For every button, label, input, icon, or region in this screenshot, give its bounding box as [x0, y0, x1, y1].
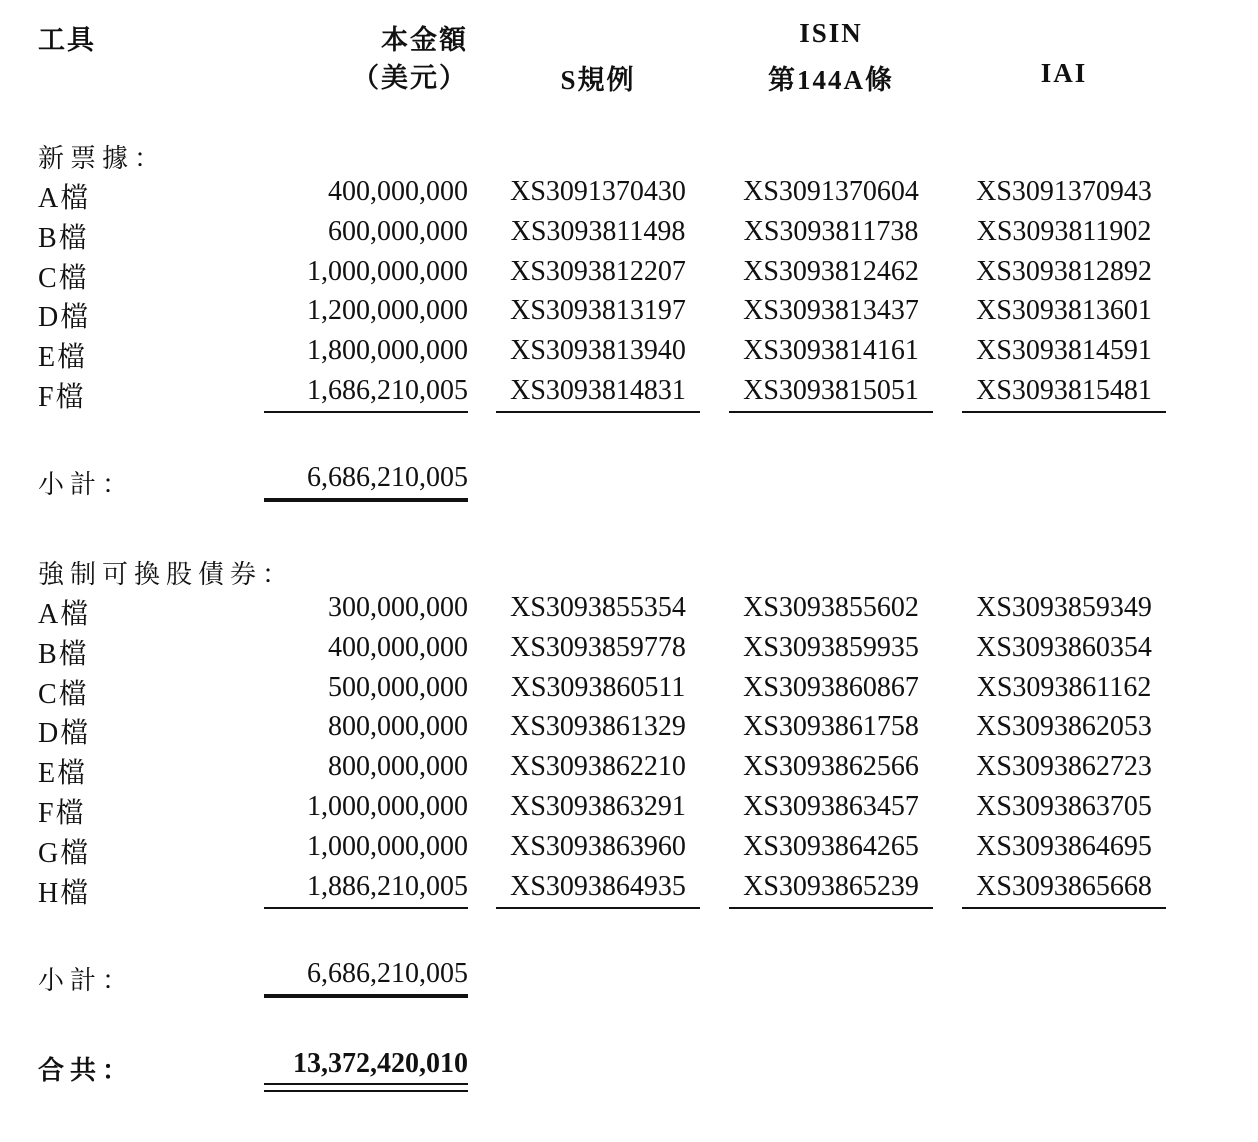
section2-amount-underline: [264, 907, 468, 909]
isin-iai: XS3093861162: [976, 672, 1152, 703]
section2-regs-underline: [496, 907, 700, 909]
section-title-new-notes: 新票據：: [38, 144, 167, 174]
isin-rule-144a: XS3093855602: [743, 592, 919, 623]
grand-total-label: 合共：: [38, 1056, 135, 1086]
isin-reg-s: XS3093863960: [510, 831, 686, 862]
principal-amount: 400,000,000: [328, 632, 468, 663]
section1-iai-underline: [962, 411, 1166, 413]
grand-total-underline-1: [264, 1083, 468, 1085]
principal-amount: 600,000,000: [328, 216, 468, 247]
header-principal-line1: 本金額: [381, 25, 468, 55]
isin-rule-144a: XS3093811738: [743, 216, 919, 247]
isin-reg-s: XS3093814831: [510, 375, 686, 406]
class-label: D檔: [38, 718, 91, 749]
isin-reg-s: XS3091370430: [510, 176, 686, 207]
principal-amount: 500,000,000: [328, 672, 468, 703]
isin-iai: XS3093865668: [976, 871, 1152, 902]
section1-regs-underline: [496, 411, 700, 413]
section1-144a-underline: [729, 411, 933, 413]
isin-rule-144a: XS3093814161: [743, 335, 919, 366]
isin-iai: XS3093864695: [976, 831, 1152, 862]
class-label: A檔: [38, 599, 91, 630]
isin-reg-s: XS3093864935: [510, 871, 686, 902]
class-label: H檔: [38, 878, 91, 909]
isin-iai: XS3093813601: [976, 295, 1152, 326]
isin-iai: XS3093811902: [976, 216, 1152, 247]
principal-amount: 1,000,000,000: [307, 791, 468, 822]
principal-amount: 1,886,210,005: [307, 871, 468, 902]
class-label: A檔: [38, 183, 91, 214]
isin-rule-144a: XS3093863457: [743, 791, 919, 822]
isin-reg-s: XS3093863291: [510, 791, 686, 822]
isin-iai: XS3093859349: [976, 592, 1152, 623]
class-label: F檔: [38, 798, 86, 829]
principal-amount: 800,000,000: [328, 711, 468, 742]
principal-amount: 1,200,000,000: [307, 295, 468, 326]
principal-amount: 1,000,000,000: [307, 256, 468, 287]
class-label: D檔: [38, 302, 91, 333]
class-label: E檔: [38, 342, 88, 373]
class-label: F檔: [38, 382, 86, 413]
header-rule-144a: 第144A條: [768, 65, 894, 95]
isin-rule-144a: XS3091370604: [743, 176, 919, 207]
isin-rule-144a: XS3093812462: [743, 256, 919, 287]
isin-rule-144a: XS3093864265: [743, 831, 919, 862]
class-label: B檔: [38, 639, 89, 670]
class-label: E檔: [38, 758, 88, 789]
isin-rule-144a: XS3093865239: [743, 871, 919, 902]
class-label: G檔: [38, 838, 91, 869]
section2-144a-underline: [729, 907, 933, 909]
principal-amount: 1,000,000,000: [307, 831, 468, 862]
section1-amount-underline: [264, 411, 468, 413]
isin-reg-s: XS3093861329: [510, 711, 686, 742]
isin-iai: XS3093815481: [976, 375, 1152, 406]
principal-amount: 800,000,000: [328, 751, 468, 782]
section-title-mandatory-convertible-bonds: 強制可換股債券：: [38, 560, 295, 590]
isin-iai: XS3093862053: [976, 711, 1152, 742]
section1-subtotal-label: 小計：: [38, 470, 135, 500]
isin-iai: XS3093862723: [976, 751, 1152, 782]
header-principal-line2: （美元）: [352, 63, 468, 93]
section1-subtotal-value: 6,686,210,005: [307, 462, 468, 493]
isin-reg-s: XS3093811498: [510, 216, 686, 247]
isin-rule-144a: XS3093859935: [743, 632, 919, 663]
isin-iai: XS3091370943: [976, 176, 1152, 207]
isin-rule-144a: XS3093815051: [743, 375, 919, 406]
grand-total-underline-2: [264, 1090, 468, 1092]
isin-rule-144a: XS3093862566: [743, 751, 919, 782]
isin-iai: XS3093863705: [976, 791, 1152, 822]
isin-iai: XS3093814591: [976, 335, 1152, 366]
class-label: C檔: [38, 263, 89, 294]
isin-iai: XS3093812892: [976, 256, 1152, 287]
header-reg-s: S規例: [560, 65, 636, 95]
isin-iai: XS3093860354: [976, 632, 1152, 663]
header-isin: ISIN: [799, 18, 863, 48]
section2-iai-underline: [962, 907, 1166, 909]
isin-reg-s: XS3093855354: [510, 592, 686, 623]
section2-subtotal-value: 6,686,210,005: [307, 958, 468, 989]
isin-reg-s: XS3093860511: [510, 672, 686, 703]
section2-subtotal-underline: [264, 994, 468, 998]
isin-reg-s: XS3093813940: [510, 335, 686, 366]
isin-rule-144a: XS3093861758: [743, 711, 919, 742]
isin-reg-s: XS3093862210: [510, 751, 686, 782]
isin-rule-144a: XS3093860867: [743, 672, 919, 703]
class-label: C檔: [38, 679, 89, 710]
section1-subtotal-underline: [264, 498, 468, 502]
class-label: B檔: [38, 223, 89, 254]
principal-amount: 400,000,000: [328, 176, 468, 207]
principal-amount: 1,800,000,000: [307, 335, 468, 366]
section2-subtotal-label: 小計：: [38, 966, 135, 996]
isin-rule-144a: XS3093813437: [743, 295, 919, 326]
header-iai: IAI: [1040, 58, 1088, 88]
isin-reg-s: XS3093859778: [510, 632, 686, 663]
grand-total-value: 13,372,420,010: [293, 1048, 468, 1079]
header-instrument: 工具: [38, 25, 96, 55]
principal-amount: 1,686,210,005: [307, 375, 468, 406]
isin-reg-s: XS3093813197: [510, 295, 686, 326]
principal-amount: 300,000,000: [328, 592, 468, 623]
isin-reg-s: XS3093812207: [510, 256, 686, 287]
